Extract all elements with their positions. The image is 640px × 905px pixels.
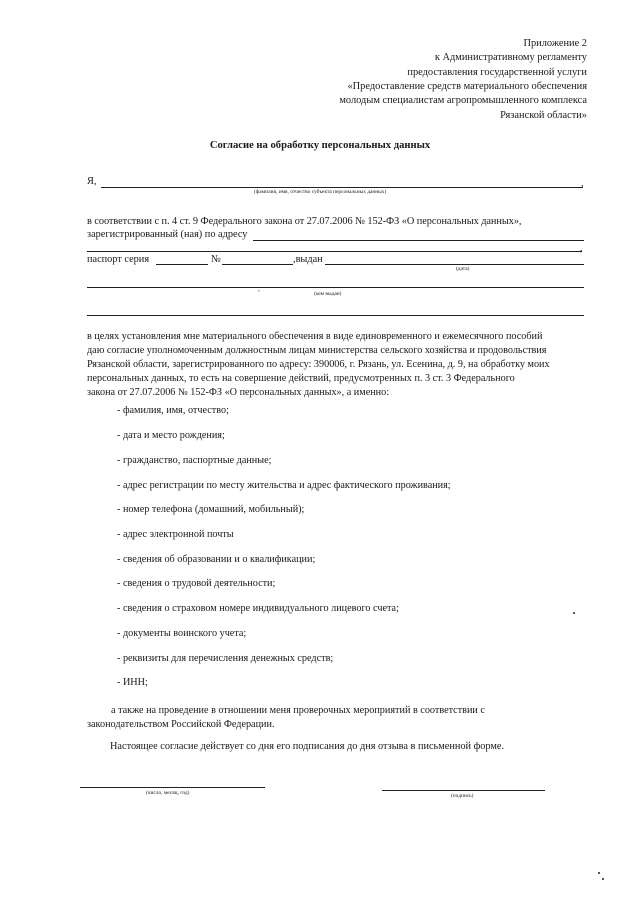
paragraph-line: в целях установления мне материального обеспечения в виде единовременного и ежемесячного пособий	[87, 331, 543, 342]
data-item: - реквизиты для перечисления денежных средств;	[117, 653, 334, 664]
purpose-paragraph	[87, 330, 584, 400]
stray-comma-mark: ,	[258, 285, 260, 293]
issued-by-line[interactable]	[87, 287, 584, 288]
scan-speck	[573, 612, 575, 614]
issue-date-caption: (дата)	[456, 266, 470, 272]
data-item: - фамилия, имя, отчество;	[117, 405, 229, 416]
scan-speck	[602, 878, 604, 880]
paragraph-line: законодательством Российской Федерации.	[87, 719, 275, 731]
header-line: молодым специалистам агропромышленного комплекса	[339, 95, 587, 107]
signature-line[interactable]	[382, 790, 545, 791]
address-line-end: ,	[580, 243, 583, 254]
header-line: Приложение 2	[523, 38, 587, 49]
signature-date-caption: (число, месяц, год)	[146, 790, 190, 796]
issued-label: ,выдан	[293, 254, 323, 265]
issued-by-line-2[interactable]	[87, 315, 584, 316]
paragraph-line: закона от 27.07.2006 № 152-ФЗ «О персональных данных», а именно:	[87, 387, 390, 399]
data-item: - документы воинского учета;	[117, 628, 247, 639]
appendix-header	[339, 37, 587, 123]
header-line: предоставления государственной услуги	[407, 66, 587, 78]
data-item: - адрес электронной почты	[117, 529, 234, 540]
data-item: - сведения о страховом номере индивидуального лицевого счета;	[117, 603, 399, 614]
registered-address-label: зарегистрированный (ная) по адресу	[87, 229, 248, 240]
name-line-end: ,	[581, 178, 584, 189]
signature-caption: (подпись)	[451, 793, 474, 799]
paragraph-line: Рязанской области, зарегистрированного по адресу: 390006, г. Рязань, ул. Есенина, д. 9, на обработку моих	[87, 359, 550, 371]
scan-speck	[598, 872, 600, 874]
issued-by-caption: (кем выдан)	[314, 291, 342, 297]
full-name-caption: (фамилия, имя, отчество субъекта персональных данных)	[254, 189, 387, 195]
data-item: - дата и место рождения;	[117, 430, 225, 441]
passport-series-field[interactable]	[156, 264, 208, 265]
paragraph-line: персональных данных, то есть на совершение действий, предусмотренных п. 3 ст. 3 Федерального	[87, 373, 515, 385]
data-item: - ИНН;	[117, 677, 148, 688]
signature-date-line[interactable]	[80, 787, 265, 788]
full-name-line[interactable]	[101, 187, 583, 188]
i-label: Я,	[87, 176, 97, 187]
header-line: «Предоставление средств материального обеспечения	[347, 81, 587, 93]
address-line-2[interactable]	[87, 251, 582, 252]
document-title: Согласие на обработку персональных данных	[209, 140, 431, 151]
paragraph-line: даю согласие уполномоченным должностным лицам министерства сельского хозяйства и продовольствия	[87, 345, 547, 357]
data-item: - адрес регистрации по месту жительства и адрес фактического проживания;	[117, 480, 451, 491]
law-reference-line: в соответствии с п. 4 ст. 9 Федерального закона от 27.07.2006 № 152-ФЗ «О персональных данных»,	[87, 216, 522, 227]
address-line-1[interactable]	[253, 240, 584, 241]
data-item: - гражданство, паспортные данные;	[117, 455, 272, 466]
issued-date-field[interactable]	[325, 264, 584, 265]
data-item: - номер телефона (домашний, мобильный);	[117, 504, 305, 515]
data-item: - сведения о трудовой деятельности;	[117, 578, 276, 589]
header-line: к Административному регламенту	[434, 52, 587, 64]
validity-statement: Настоящее согласие действует со дня его подписания до дня отзыва в письменной форме.	[110, 741, 505, 752]
checks-paragraph	[87, 704, 584, 732]
passport-number-field[interactable]	[222, 264, 293, 265]
passport-series-label: паспорт серия	[87, 254, 150, 265]
header-line: Рязанской области»	[500, 109, 587, 121]
data-item: - сведения об образовании и о квалификации;	[117, 554, 316, 565]
passport-number-label: №	[211, 254, 221, 265]
paragraph-line: а также на проведение в отношении меня проверочных мероприятий в соответствии с	[111, 705, 485, 716]
